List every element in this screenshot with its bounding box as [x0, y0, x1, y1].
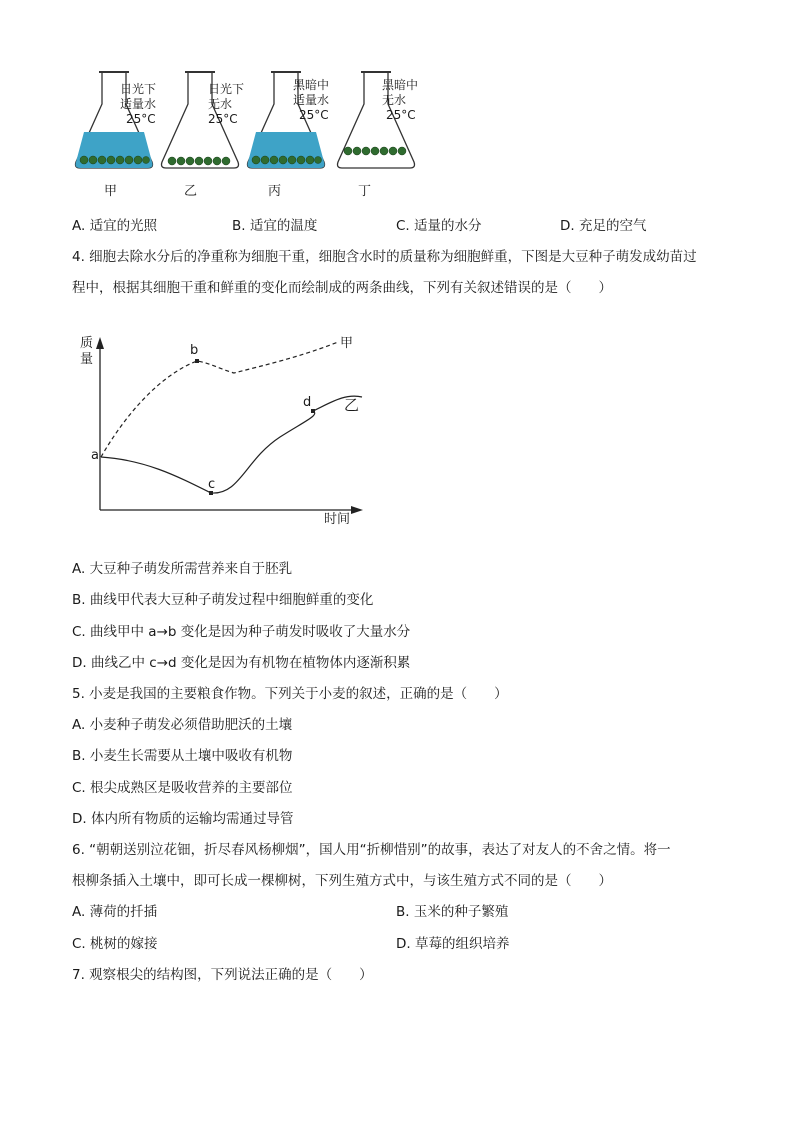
mass-time-graph: [80, 325, 380, 530]
q4-option-b: B. 曲线甲代表大豆种子萌发过程中细胞鲜重的变化: [72, 592, 374, 608]
q5-option-d: D. 体内所有物质的运输均需通过导管: [72, 811, 294, 827]
q5-option-c: C. 根尖成熟区是吸收营养的主要部位: [72, 780, 293, 796]
flask-bing-name: 丙: [268, 184, 282, 199]
curve-yi-label: 乙: [344, 396, 360, 414]
q3-option-d: D. 充足的空气: [560, 218, 647, 234]
point-d-label: d: [303, 395, 312, 410]
x-axis-label: 时间: [324, 512, 351, 527]
point-c-label: c: [208, 477, 216, 492]
q4-option-a: A. 大豆种子萌发所需营养来自于胚乳: [72, 561, 293, 577]
flask-ding-label: 黑暗中 无水 25°C: [382, 78, 419, 122]
y-axis-label: 质 量: [80, 336, 94, 367]
point-b-label: b: [190, 343, 199, 358]
q4-stem-line1: 4. 细胞去除水分后的净重称为细胞干重，细胞含水时的质量称为细胞鲜重，下图是大豆种子萌发成幼苗过: [72, 249, 697, 265]
point-d-marker: [311, 409, 315, 413]
q4-option-d: D. 曲线乙中 c→d 变化是因为有机物在植物体内逐渐积累: [72, 655, 411, 671]
q6-option-b: B. 玉米的种子繁殖: [396, 904, 509, 920]
q7-stem: 7. 观察根尖的结构图，下列说法正确的是（ ）: [72, 967, 373, 983]
curve-jia-label: 甲: [340, 336, 354, 351]
q6-stem-line1: 6. “朝朝送别泣花钿，折尽春风杨柳烟”，国人用“折柳惜别”的故事，表达了对友人的不舍之情。将一: [72, 842, 671, 858]
flask-ding-name: 丁: [358, 184, 372, 199]
flask-jia-label: 日光下 适量水 25°C: [120, 82, 157, 126]
q5-option-b: B. 小麦生长需要从土壤中吸收有机物: [72, 748, 293, 764]
q6-stem-line2: 根柳条插入土壤中，即可长成一棵柳树，下列生殖方式中，与该生殖方式不同的是（ ）: [72, 873, 612, 889]
point-a-label: a: [91, 448, 99, 463]
point-b-marker: [195, 359, 199, 363]
q5-option-a: A. 小麦种子萌发必须借助肥沃的土壤: [72, 717, 293, 733]
flask-yi-label: 日光下 无水 25°C: [208, 82, 245, 126]
q4-option-c: C. 曲线甲中 a→b 变化是因为种子萌发时吸收了大量水分: [72, 624, 411, 640]
flask-jia-name: 甲: [104, 184, 118, 199]
curve-yi: [101, 396, 362, 493]
q6-option-a: A. 薄荷的扦插: [72, 904, 158, 920]
q4-stem-line2: 程中，根据其细胞干重和鲜重的变化而绘制成的两条曲线，下列有关叙述错误的是（ ）: [72, 280, 612, 296]
flask-yi-name: 乙: [184, 184, 198, 199]
q6-option-c: C. 桃树的嫁接: [72, 936, 158, 952]
q5-stem: 5. 小麦是我国的主要粮食作物。下列关于小麦的叙述，正确的是（ ）: [72, 686, 508, 702]
flask-bing-label: 黑暗中 适量水 25°C: [293, 78, 330, 122]
q3-option-b: B. 适宜的温度: [232, 218, 318, 234]
q3-option-c: C. 适量的水分: [396, 218, 482, 234]
q6-option-d: D. 草莓的组织培养: [396, 936, 510, 952]
q3-option-a: A. 适宜的光照: [72, 218, 158, 234]
